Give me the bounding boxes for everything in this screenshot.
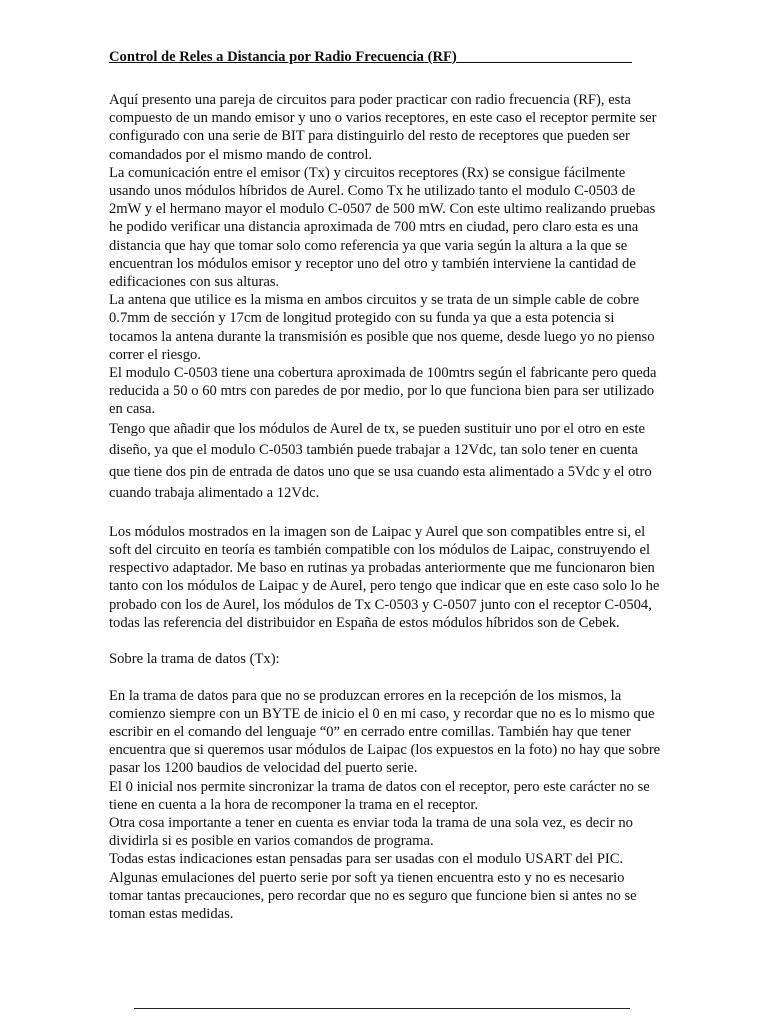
paragraph-spacer (109, 668, 661, 686)
paragraph-antenna: La antena que utilice es la misma en ambos circuitos y se trata de un simple cable de cobre 0.7mm de sección y 17cm de longitud protegido con su funda ya que a esta potencia si tocamos la antena durante la transmisión es posible que nos queme, desde luego yo no pienso correr el riesgo. (109, 292, 655, 363)
paragraph-data-frame: En la trama de datos para que no se produzcan errores en la recepción de los mismos, la comienzo siempre con un BYTE de inicio el 0 en mi caso, y recordar que no es lo mismo que escribir en el comando del lenguaje “0” en cerrado entre comillas. También hay que tener encuentra que si queremos usar módulos de Laipac (los expuestos en la foto) no hay que sobre pasar los 1200 baudios de velocidad del puerto serie. (109, 687, 661, 777)
paragraph-initial-zero: El 0 inicial nos permite sincronizar la trama de datos con el receptor, pero este carácter no se tiene en cuenta a la hora de recomponer la trama en el receptor. (109, 778, 650, 813)
paragraph-intro: Aquí presento una pareja de circuitos para poder practicar con radio frecuencia (RF), esta compuesto de un mando emisor y uno o varios receptores, en este caso el receptor permite ser configurado con una serie de BIT para distinguirlo del resto de receptores que pueden ser comandados por el mismo mando de control. (109, 92, 657, 163)
paragraph-modules-swap: Tengo que añadir que los módulos de Aurel de tx, se pueden sustituir uno por el otro en este diseño, ya que el modulo C-0503 también puede trabajar a 12Vdc, tan solo tener en cuenta que tiene dos pin de entrada de datos uno que se usa cuando esta alimentado a 5Vdc y el otro cuando trabaja alimentado a 12Vdc. (109, 420, 652, 502)
paragraph-spacer (109, 632, 661, 650)
document-page (109, 48, 661, 923)
paragraph-spacer (109, 505, 661, 523)
paragraph-laipac-aurel: Los módulos mostrados en la imagen son de Laipac y Aurel que son compatibles entre si, el soft del circuito en teoría es también compatible con los módulos de Laipac, construyendo el respectivo adaptador. Me baso en rutinas ya probadas anteriormente que me funcionaron bien tanto con los módulos de Laipac y de Aurel, pero tengo que indicar que en este caso solo lo he probado con los de Aurel, los módulos de Tx C-0503 y C-0507 junto con el receptor C-0504, todas las referencia del distribuidor en España de estos módulos híbridos son de Cebek. (109, 523, 660, 631)
paragraph-send-frame: Otra cosa importante a tener en cuenta es enviar toda la trama de una sola vez, es decir no dividirla si es posible en varios comandos de programa. (109, 815, 633, 850)
paragraph-usart: Todas estas indicaciones estan pensadas para ser usadas con el modulo USART del PIC. Algunas emulaciones del puerto serie por soft ya tienen encuentra esto y no es necesario tomar tantas precauciones, pero recordar que no es seguro que funcione bien si antes no se toman estas medidas. (109, 851, 637, 923)
paragraph-coverage: El modulo C-0503 tiene una cobertura aproximada de 100mtrs según el fabricante pero queda reducida a 50 o 60 mtrs con paredes de por medio, por lo que funciona bien para ser utilizado en casa. (109, 365, 657, 418)
section-heading-data-frame: Sobre la trama de datos (Tx): (109, 651, 280, 668)
footer-divider (134, 1008, 630, 1009)
paragraph-communication: La comunicación entre el emisor (Tx) y circuitos receptores (Rx) se consigue fácilmente usando unos módulos híbridos de Aurel. Como Tx he utilizado tanto el modulo C-0503 de 2mW y el hermano mayor el modulo C-0507 de 500 mW. Con este ultimo realizando pruebas he podido verificar una distancia aproximada de 700 mtrs en ciudad, pero claro esta es una distancia que hay que tomar solo como referencia ya que varia según la altura a la que se encuentran los módulos emisor y receptor uno del otro y también interviene la cantidad de edificaciones con sus alturas. (109, 164, 656, 291)
document-title: Control de Reles a Distancia por Radio Frecuencia (RF)________________________ (109, 49, 632, 65)
